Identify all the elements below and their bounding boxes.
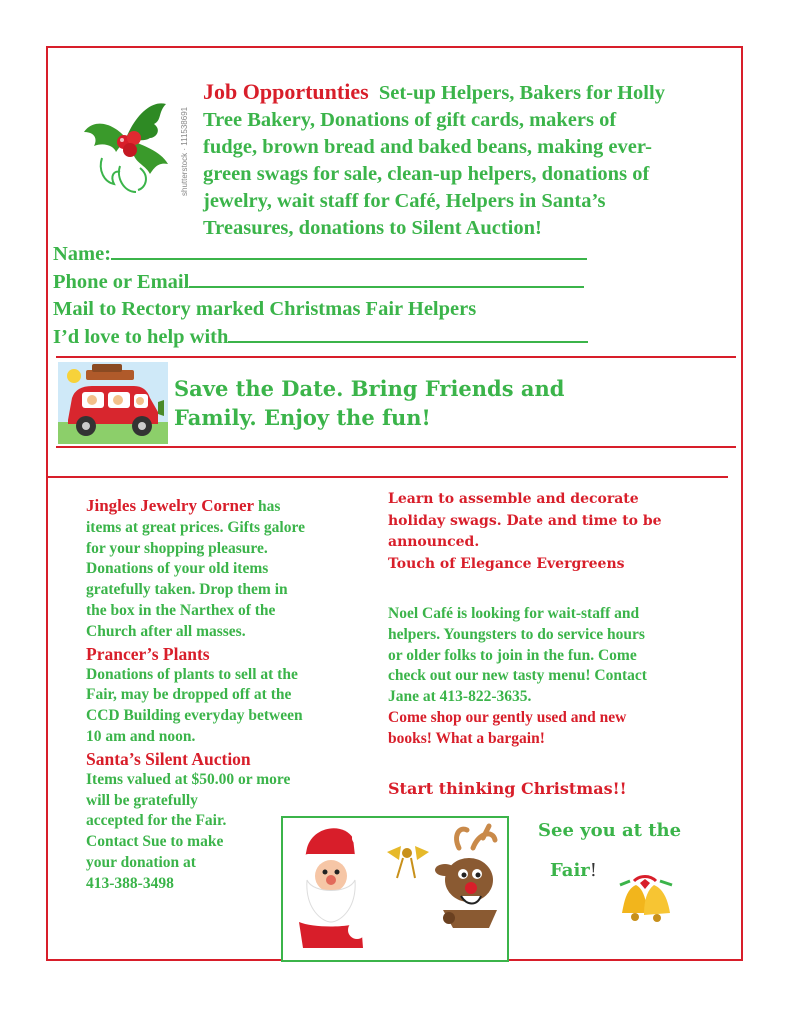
santa-reindeer-icon — [283, 818, 507, 960]
santa-reindeer-picture — [281, 816, 509, 962]
cafe-text: Jane at 413-822-3635. — [388, 688, 532, 706]
bells-icon — [612, 875, 678, 927]
divider — [56, 446, 736, 448]
job-line: green swags for sale, clean-up helpers, donations of — [203, 163, 650, 185]
books-text: Come shop our gently used and new — [388, 708, 627, 726]
cafe-text: or older folks to join in the fun. Come — [388, 646, 637, 664]
job-opportunities — [203, 78, 743, 242]
jewelry-text: items at great prices. Gifts galore — [86, 518, 305, 536]
family-car-icon — [58, 362, 168, 444]
job-line: fudge, brown bread and baked beans, making ever- — [203, 136, 652, 158]
help-label: I’d love to help with — [53, 326, 229, 348]
see-you-line2 — [550, 860, 597, 881]
auction-text: Contact Sue to make — [86, 833, 224, 851]
exclamation: ! — [589, 860, 598, 881]
auction-text: your donation at — [86, 853, 196, 871]
jewelry-text: has — [257, 498, 281, 515]
jewelry-text: gratefully taken. Drop them in — [86, 581, 288, 599]
save-the-date — [174, 374, 564, 432]
auction-text: 413-388-3498 — [86, 874, 174, 892]
swag-text: holiday swags. Date and time to be — [388, 512, 662, 529]
plants-text: 10 am and noon. — [86, 727, 196, 745]
mail-instructions: Mail to Rectory marked Christmas Fair Helpers — [53, 298, 477, 320]
jewelry-text: for your shopping pleasure. — [86, 539, 268, 557]
jewelry-text: Donations of your old items — [86, 560, 269, 578]
plants-text: Donations of plants to sell at the — [86, 665, 298, 683]
see-you-line1: See you at the — [538, 820, 682, 841]
signup-form — [53, 240, 588, 351]
plants-text: CCD Building everyday between — [86, 707, 303, 725]
jewelry-text: the box in the Narthex of the — [86, 601, 276, 619]
name-label: Name: — [53, 243, 112, 265]
auction-text: will be gratefully — [86, 791, 198, 809]
jewelry-text: Church after all masses. — [86, 622, 246, 640]
phone-label: Phone or Email — [53, 271, 190, 293]
swag-text: Learn to assemble and decorate — [388, 491, 639, 507]
job-line: jewelry, wait staff for Café, Helpers in Santa’s — [203, 190, 606, 212]
cafe-text: Noel Café is looking for wait-staff and — [388, 605, 640, 622]
start-thinking: Start thinking Christmas!! — [388, 779, 627, 798]
shutterstock-watermark: shutterstock · 111538691 — [180, 106, 189, 196]
job-line: Treasures, donations to Silent Auction! — [203, 217, 542, 239]
save-date-line: Family. Enjoy the fun! — [174, 405, 431, 430]
auction-text: accepted for the Fair. — [86, 812, 227, 830]
divider — [56, 356, 736, 358]
cafe-text: check out our new tasty menu! Contact — [388, 667, 647, 685]
cafe-section — [388, 604, 733, 750]
help-field[interactable] — [228, 323, 588, 343]
job-line: Tree Bakery, Donations of gift cards, makers of — [203, 109, 617, 131]
divider — [48, 476, 728, 478]
plants-title: Prancer’s Plants — [86, 643, 210, 664]
auction-title: Santa’s Silent Auction — [86, 748, 251, 769]
auction-text: Items valued at $50.00 or more — [86, 770, 291, 788]
save-date-line: Save the Date. Bring Friends and — [174, 376, 565, 401]
swag-section — [388, 489, 733, 575]
fair-word: Fair — [550, 860, 590, 881]
books-text: books! What a bargain! — [388, 729, 545, 747]
swag-text: announced. — [388, 534, 480, 550]
cafe-text: helpers. Youngsters to do service hours — [388, 625, 645, 643]
jewelry-title: Jingles Jewelry Corner — [86, 496, 255, 515]
job-title: Job Opportunties — [203, 79, 369, 104]
name-field[interactable] — [111, 240, 587, 260]
swag-title: Touch of Elegance Evergreens — [388, 555, 625, 572]
holly-icon — [80, 80, 172, 200]
job-line: Set-up Helpers, Bakers for Holly — [378, 82, 665, 104]
phone-email-field[interactable] — [189, 268, 584, 288]
plants-text: Fair, may be dropped off at the — [86, 686, 292, 704]
